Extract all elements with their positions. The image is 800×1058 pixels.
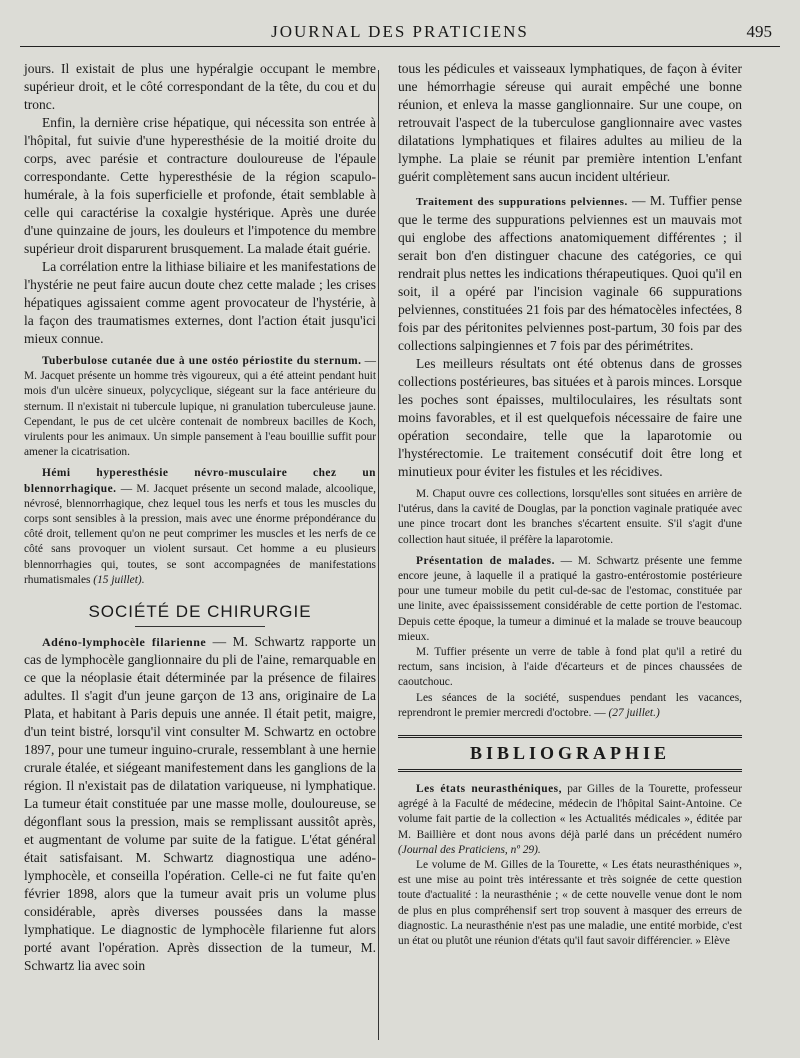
section-title: SOCIÉTÉ DE CHIRURGIE: [88, 602, 312, 622]
paragraph-lead: Tuberbulose cutanée due à une ostéo périostite du sternum.: [42, 355, 362, 367]
paragraph-lead: Adéno-lymphocèle filarienne: [42, 635, 207, 650]
paragraph: [24, 633, 376, 975]
date: (27 juillet.): [608, 706, 660, 719]
paragraph: M. Chaput ouvre ces collections, lorsqu'elles sont situées en arrière de l'utérus, dans la cavité de Douglas, par la ponction vaginale pratiquée avec une pince trocart dont les branches s'écartent ensuite. S'il s'agit d'une collection haut située, il préfère la laparotomie.: [398, 488, 742, 546]
paragraph-lead: Traitement des suppurations pelviennes.: [416, 196, 628, 208]
paragraph-text: par Gilles de la Tourette, professeur agrégé à la Faculté de médecine, médecin de l'hôpital Saint-Antoine. Ce volume fait partie de la collection « les Actualités médicales », éditée par M. Baillière et dont nous avons déjà parlé dans un précédent numéro: [398, 783, 743, 841]
right-column: [398, 60, 742, 949]
paragraph: [24, 466, 376, 588]
left-column: [24, 60, 376, 975]
paragraph-text: — M. Jacquet présente un second malade, alcoolique, névrosé, blennorrhagique, chez lequel tous les nerfs et tous les muscles du corps sont sensibles à la pression, mais avec une énorme prépondérance du côté droit, tellement qu'on ne peut comprimer les muscles et les nerfs de ce côté sans provoquer un violent sursaut. Cet homme a eu plusieurs blennorrhagies qui, toutes, se sont accompagnées de manifestations rhumatismales: [24, 482, 376, 586]
page-header: [20, 20, 780, 47]
bibliography-header: [398, 735, 742, 772]
paragraph-lead: Présentation de malades.: [416, 554, 555, 567]
paragraph: jours. Il existait de plus une hypéralgie occupant le membre supérieur droit, et le côté correspondant de la tête, du cou et du tronc.: [24, 61, 376, 112]
paragraph-lead: Les états neurasthéniques,: [416, 783, 562, 796]
paragraph-lead: Hémi hyperesthésie névro-musculaire chez un blennorrhagique.: [24, 467, 376, 495]
paragraph: [398, 691, 742, 721]
journal-title: JOURNAL DES PRATICIENS: [271, 22, 529, 41]
column-divider: [378, 70, 379, 1040]
paragraph: [24, 354, 376, 460]
paragraph: tous les pédicules et vaisseaux lymphatiques, de façon à éviter une hémorrhagie séreuse qui aurait empêché une bonne réunion, et enleva la masse ganglionnaire. Sur une coupe, on retrouvait l'aspect de la tuberculose ganglionnaire avec vastes dilatations lymphatiques et filaires adultes au milieu de la lymphe. La plaie se réunit par première intention L'enfant guérit complètement sans aucun incident ultérieur.: [398, 61, 742, 184]
paragraph: La corrélation entre la lithiase biliaire et les manifestations de l'hystérie ne peut faire aucun doute chez cette malade ; les crises hépatiques agissaient comme agent provocateur de l'hystérie, à la façon des traumatismes externes, dont l'action était jusqu'ici mieux connue.: [24, 259, 376, 346]
paragraph-text: Les séances de la société, suspendues pendant les vacances, reprendront le premier mercredi d'octobre. —: [398, 691, 742, 719]
bibliography-title: BIBLIOGRAPHIE: [469, 743, 671, 764]
section-rule: [135, 626, 265, 627]
paragraph-text: — M. Tuffier pense que le terme des suppurations pelviennes est un mauvais mot qui englobe des affections anatomiquement différentes ; il serait bon d'en distinguer chacune des catégories, ce qui rendrait plus nettes les indications thérapeutiques. Quoi qu'il en soit, il a opéré par l'incision vaginale 66 suppurations pelviennes, constituées 21 fois par des hématocèles infectées, 8 fois par des péritonites pelviennes post-partum, 30 fois par des collections salpingiennes et 7 fois par des périmétrites.: [398, 193, 742, 353]
paragraph: [398, 554, 742, 645]
paragraph: [398, 192, 742, 355]
paragraph-text: — M. Schwartz présente une femme encore jeune, à laquelle il a pratiqué la gastro-entérostomie postérieure pour une tumeur mobile du petit cul-de-sac de l'estomac, constituée par une linite, avec épaississement considérable de cette portion de l'estomac. Depuis cette époque, la tumeur a diminué et la malade se trouve beaucoup mieux.: [398, 554, 743, 643]
date: (15 juillet).: [93, 573, 145, 586]
paragraph: [398, 782, 742, 858]
page-number: 495: [746, 22, 772, 41]
paragraph-text: — M. Jacquet présente un homme très vigoureux, qui a été atteint pendant huit mois d'un ulcère sinueux, polycyclique, siégeant sur la face antérieure du sternum. Il n'existait ni tubercule lupique, ni granulation tuberculeuse jaune. Cependant, le pus de cet ulcère contenait de nombreux bacilles de Koch, virulents pour les animaux. Un simple pansement à l'eau bouillie suffit pour amener la cicatrisation.: [24, 355, 376, 459]
paragraph-text: — M. Schwartz rapporte un cas de lymphocèle ganglionnaire du pli de l'aine, remarquable en ce que la néoplasie était déterminée par la présence de filaires adultes. Il s'agit d'un jeune garçon de 13 ans, originaire de La Plata, et habitant à Paris depuis une année. Il était petit, maigre, d'un teint bistré, lorsqu'il vint consulter M. Schwartz en octobre 1897, pour une tumeur inguino-crurale, ressemblant à une hernie crurale étalée, et siégeant manifestement dans les ganglions de la région. Il n'existait pas de dilatation variqueuse, ni lymphatique. La tumeur était constituée par une masse molle, douloureuse, se dégonflant sous la pression, mais se remplissant aussitôt après, et augmentant de volume par suite de la fatigue. L'état général était satisfaisant. M. Schwartz diagnostiqua une adéno-lymphocèle, et conseilla l'opération. Celle-ci ne fut faite qu'en février 1898, alors que la tumeur avait pris un volume plus considérable, après diverses poussées dans la masse lymphatique. Le diagnostic de lymphocèle filarienne fut alors porté avant l'opération. Après dissection de la tumeur, M. Schwartz lia avec soin: [24, 634, 376, 974]
reference: (Journal des Praticiens, nº 29).: [398, 843, 541, 856]
paragraph: Enfin, la dernière crise hépatique, qui nécessita son entrée à l'hôpital, fut suivie d'une hyperesthésie de la moitié droite du corps, avec parésie et contracture douloureuse de l'épaule correspondante. Cette hyperesthésie de la région scapulo-humérale, à la fois superficielle et profonde, était semblable à celle qui caractérise la coxalgie hystérique. Après une durée d'une quinzaine de jours, les douleurs et l'impotence du membre supérieur droit disparurent brusquement. La malade était guérie.: [24, 115, 376, 256]
paragraph: Les meilleurs résultats ont été obtenus dans de grosses collections postérieures, bas situées et à parois minces. Lorsque les poches sont épaisses, multiloculaires, les résultats sont moins favorables, et il est quelquefois nécessaire de faire une opération secondaire, telle que la laparotomie ou l'hystérectomie. Le traitement consécutif doit être long et minutieux pour éviter les fistules et les récidives.: [398, 356, 742, 479]
paragraph: Le volume de M. Gilles de la Tourette, « Les états neurasthéniques », est une mise au point très intéressante et très soignée de cette question toute d'actualité : la neurasthénie ; « de cette nouvelle venue dont le nom de plus en plus compréhensif sert trop souvent à masquer des erreurs de diagnostic. La neurasthénie n'est pas une maladie, une entité morbide, c'est un état ou plutôt une réunion d'états qu'il faut savoir différencier. » Elève: [398, 859, 742, 948]
paragraph: M. Tuffier présente un verre de table à fond plat qu'il a retiré du rectum, sans incision, à l'aide d'écarteurs et de pinces chaussées de caoutchouc.: [398, 646, 742, 689]
